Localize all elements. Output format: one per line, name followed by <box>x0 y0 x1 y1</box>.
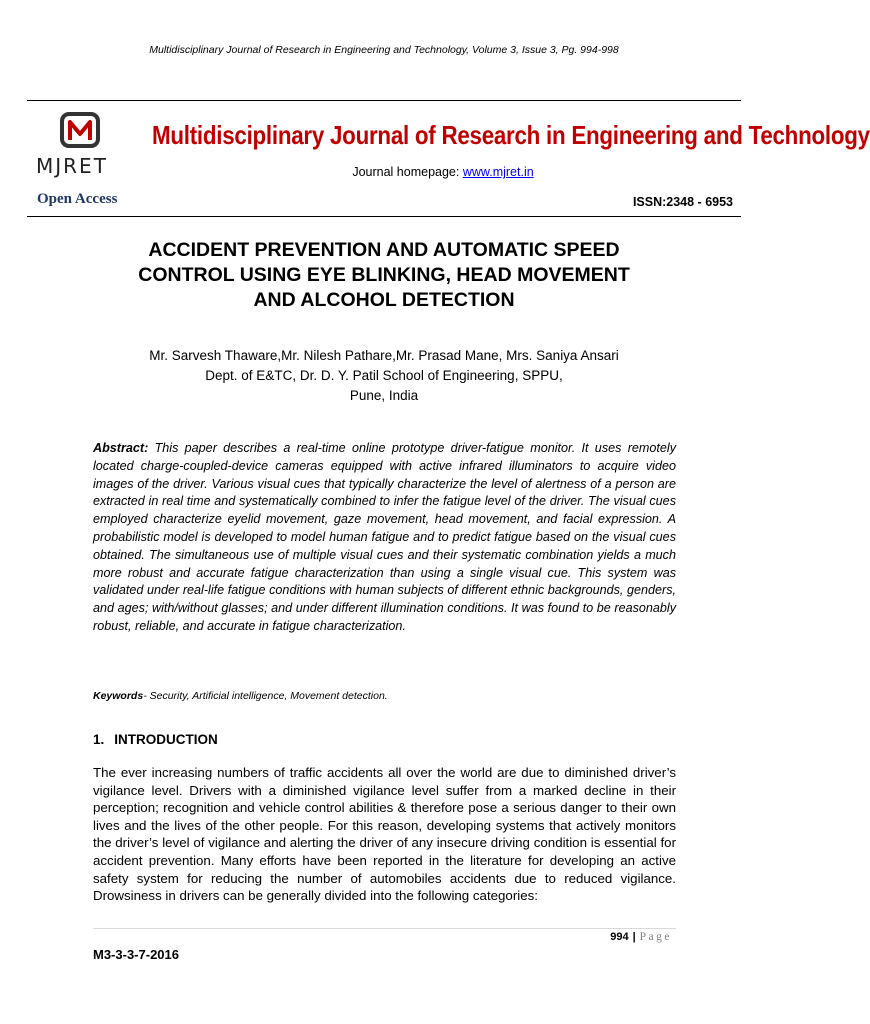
homepage-label: Journal homepage: <box>352 165 463 179</box>
affiliation: Dept. of E&TC, Dr. D. Y. Patil School of Engineering, SPPU, <box>205 368 563 383</box>
homepage-link[interactable]: www.mjret.in <box>462 165 534 179</box>
authors: Mr. Sarvesh Thaware,Mr. Nilesh Pathare,Mr. Prasad Mane, Mrs. Saniya Ansari <box>149 348 619 363</box>
title-line: AND ALCOHOL DETECTION <box>253 289 515 311</box>
introduction-paragraph: The ever increasing numbers of traffic accidents all over the world are due to diminished driver’s vigilance level. Drivers with a diminished vigilance level suffer from a marked decline in their perception; recognition and vehicle control abilities & therefore pose a serious danger to their own lives and the lives of the other people. For this reason, developing systems that actively monitors the driver’s level of vigilance and alerting the driver of any insecure driving condition is essential for accident prevention. Many efforts have been reported in the literature for developing an active safety system for reducing the number of automobiles accidents due to reduced vigilance. Drowsiness in drivers can be generally divided into the following categories: <box>93 765 676 904</box>
title-line: ACCIDENT PREVENTION AND AUTOMATIC SPEED <box>148 239 620 261</box>
location: Pune, India <box>349 388 419 403</box>
journal-homepage <box>0 165 768 179</box>
section-number: 1. <box>93 732 105 747</box>
journal-name: Multidisciplinary Journal of Research in Engineering and Technology <box>152 120 870 150</box>
page-separator: | <box>632 931 636 943</box>
section-title: INTRODUCTION <box>114 732 218 747</box>
page-number-value: 994 <box>610 931 629 943</box>
keywords-text: - Security, Artificial intelligence, Movement detection. <box>143 690 388 702</box>
author-block <box>60 346 708 406</box>
keywords <box>93 690 676 702</box>
logo-wordmark: MJRET <box>36 154 108 178</box>
title-line: CONTROL USING EYE BLINKING, HEAD MOVEMENT <box>138 264 630 286</box>
abstract-text: This paper describes a real-time online prototype driver-fatigue monitor. It uses remotely located charge-coupled-device cameras equipped with active infrared illuminators to acquire video images of the driver. Various visual cues that typically characterize the level of alertness of a person are extracted in real time and systematically combined to infer the fatigue level of the driver. The visual cues employed characterize eyelid movement, gaze movement, head movement, and facial expression. A probabilistic model is developed to model human fatigue and to predict fatigue based on the visual cues obtained. The simultaneous use of multiple visual cues and their systematic combination yields a much more robust and accurate fatigue characterization than using a single visual cue. This system was validated under real-life fatigue conditions with human subjects of different ethnic backgrounds, genders, and ages; with/without glasses; and under different illumination conditions. It was found to be reasonably robust, reliable, and accurate in fatigue characterization. <box>93 441 676 633</box>
paper-title <box>60 238 708 313</box>
footer-rule <box>93 928 676 929</box>
header-rule <box>27 100 741 101</box>
running-header: Multidisciplinary Journal of Research in Engineering and Technology, Volume 3, Issue 3, Pg. 994-998 <box>149 44 619 56</box>
page-number <box>610 931 672 943</box>
abstract-label: Abstract: <box>93 441 149 455</box>
section-heading <box>93 732 218 747</box>
abstract <box>93 440 676 636</box>
masthead-rule <box>27 216 741 217</box>
issn: ISSN:2348 - 6953 <box>632 195 733 209</box>
open-access-label: Open Access <box>37 191 118 207</box>
keywords-label: Keywords <box>93 690 144 702</box>
paper-id: M3-3-3-7-2016 <box>93 947 179 962</box>
page-label: Page <box>639 931 672 943</box>
